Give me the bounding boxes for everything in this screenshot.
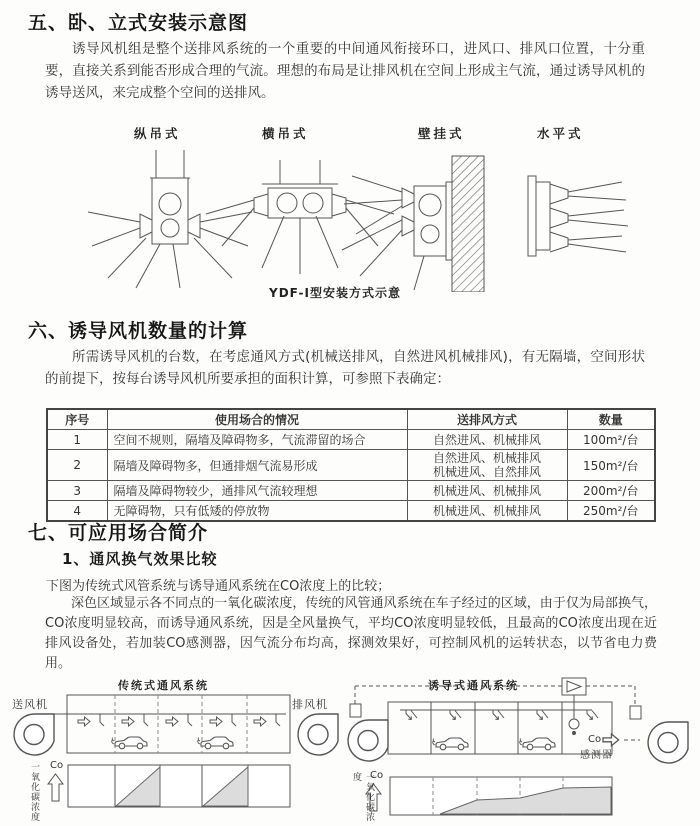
exhaust-fan-icon: [298, 714, 338, 755]
cell-qty: 250m²/台: [567, 501, 655, 522]
table-row: [47, 481, 655, 501]
duct-outlet-arrows: [78, 717, 266, 726]
exhaust-fan-icon: [648, 722, 688, 763]
car-icon: [520, 738, 555, 750]
cell-usage: 空间不规则，隔墙及障碍物多，气流滞留的场合: [107, 430, 407, 450]
co-axis-arrow-icon: [48, 774, 63, 801]
mount-label-horizontal-type: 水平式: [537, 126, 584, 141]
fan-quantity-table: [46, 408, 656, 522]
induced-co-chart: [366, 777, 612, 815]
table-row: [47, 450, 655, 481]
car-icon: [198, 737, 233, 749]
horizontal-type-diagram: [528, 176, 628, 256]
co-sensor-label: 感测器: [580, 750, 613, 761]
cell-no: 2: [47, 450, 107, 481]
section6-heading: 六、诱导风机数量的计算: [28, 320, 249, 342]
cell-usage: 隔墙及障碍物多，但通排烟气流易形成: [107, 450, 407, 481]
mount-label-vertical-hanging: 纵吊式: [134, 126, 181, 141]
exhaust-flow-arrow-icon: [603, 734, 619, 746]
section7-paragraph: 深色区域显示各不同点的一氧化碳浓度，传统的风管通风系统在车子经过的区域，由于仅为局部换气，CO浓度明显较高，而诱导通风系统，因是全风量换气，平均CO浓度明显较低，且最高的CO浓度出现在近排风设备处，若加装CO感测器，因气流分布均高，探测效果好，可控制风机的运转状态，以节省电力费用。: [45, 596, 657, 671]
cell-no: 4: [47, 501, 107, 522]
car-icon: [112, 737, 147, 749]
co-sensor-icon: [569, 719, 579, 729]
installation-diagrams-svg: [0, 142, 700, 292]
co-concentration-axis-right: 一氧化碳浓度: [351, 772, 374, 822]
supply-fan-icon: [348, 720, 388, 761]
cell-qty: 200m²/台: [567, 481, 655, 501]
cell-mode-line2: 机械进风、自然排风: [432, 465, 541, 479]
col-header-qty: 数量: [567, 409, 655, 430]
cell-mode: 自然进风、机械排风: [407, 430, 567, 450]
cell-qty: 100m²/台: [567, 430, 655, 450]
induced-system-svg: [340, 676, 700, 826]
cell-no: 1: [47, 430, 107, 450]
col-header-no: 序号: [47, 409, 107, 430]
wall-mounted-diagram: [342, 156, 484, 292]
cell-mode: 机械进风、机械排风: [407, 501, 567, 522]
co-axis-label-right: Co: [370, 770, 384, 781]
supply-fan-label: 送风机: [12, 698, 48, 711]
cell-usage: 隔墙及障碍物较少，通排风气流较理想: [107, 481, 407, 501]
supply-fan-icon: [14, 714, 54, 755]
section7-intro: 下图为传统式风管系统与诱导通风系统在CO浓度上的比较；: [46, 579, 391, 594]
section5-heading: 五、卧、立式安装示意图: [28, 12, 249, 34]
table-row: [47, 430, 655, 450]
traditional-system-title: 传统式通风系统: [118, 679, 209, 692]
cell-mode: [407, 450, 567, 481]
horizontal-hanging-diagram: [206, 160, 394, 274]
induced-system-title: 诱导式通风系统: [428, 679, 519, 692]
table-header-row: [47, 409, 655, 430]
cell-mode-line1: 自然进风、机械排风: [432, 451, 541, 465]
mount-label-wall-mounted: 壁挂式: [418, 126, 465, 141]
section7-heading: 七、可应用场合简介: [28, 522, 209, 544]
col-header-usage: 使用场合的情况: [107, 409, 407, 430]
section5-paragraph: 诱导风机组是整个送排风系统的一个重要的中间通风衔接环口，进风口、排风口位置，十分重要，直接关系到能否形成合理的气流。理想的布局是让排风机在空间上形成主气流，通过诱导风机的诱导送风，来完成整个空间的送排风。: [45, 41, 645, 101]
vertical-hanging-diagram: [88, 150, 252, 288]
section7-subheading: 1、通风换气效果比较: [62, 550, 218, 568]
cell-usage: 无障碍物，只有低矮的停放物: [107, 501, 407, 522]
traditional-co-chart: [48, 765, 290, 807]
installation-caption: YDF-I型安装方式示意: [269, 286, 401, 300]
car-icon: [433, 738, 468, 750]
cell-mode: 机械进风、机械排风: [407, 481, 567, 501]
cell-no: 3: [47, 481, 107, 501]
wall-hatch: [452, 156, 484, 292]
cell-qty: 150m²/台: [567, 450, 655, 481]
co-axis-label-left: Co: [50, 760, 64, 771]
co-sensor-co-label: Co: [588, 734, 602, 745]
induced-nozzles: [406, 710, 598, 720]
col-header-mode: 送排风方式: [407, 409, 567, 430]
section6-paragraph: 所需诱导风机的台数，在考虑通风方式(机械送排风，自然进风机械排风)，有无隔墙，空间形状的前提下，按每台诱导风机所要承担的面积计算，可参照下表确定：: [45, 349, 645, 387]
comparison-diagrams: [0, 676, 700, 826]
mount-label-horizontal-hanging: 横吊式: [262, 126, 309, 141]
co-concentration-axis-left: 一氧化碳浓度: [29, 762, 39, 822]
exhaust-fan-label: 排风机: [292, 698, 328, 711]
